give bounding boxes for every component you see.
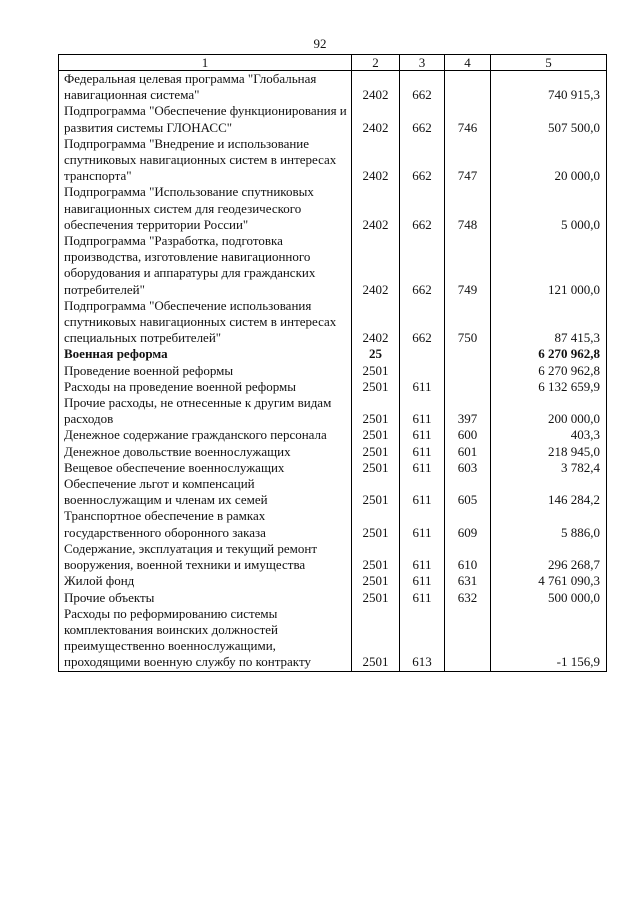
row-expense-code: 747 (445, 136, 491, 185)
row-expense-code: 609 (445, 508, 491, 540)
column-header-3: 3 (400, 55, 445, 71)
row-section-code: 2501 (352, 379, 400, 395)
row-amount: 200 000,0 (491, 395, 607, 427)
row-name: Вещевое обеспечение военнослужащих (59, 460, 352, 476)
row-section-code: 2501 (352, 395, 400, 427)
row-target-code: 662 (400, 184, 445, 233)
row-target-code: 662 (400, 71, 445, 104)
row-expense-code: 748 (445, 184, 491, 233)
row-target-code: 611 (400, 508, 445, 540)
row-target-code (400, 346, 445, 362)
row-section-code: 2402 (352, 233, 400, 298)
row-name: Подпрограмма "Внедрение и использование спутниковых навигационных систем в интересах транспорта" (59, 136, 352, 185)
row-target-code: 662 (400, 136, 445, 185)
row-section-code: 2501 (352, 541, 400, 573)
row-amount: 20 000,0 (491, 136, 607, 185)
row-amount: 740 915,3 (491, 71, 607, 104)
column-header-2: 2 (352, 55, 400, 71)
row-name: Подпрограмма "Обеспечение использования спутниковых навигационных систем в интересах специальных потребителей" (59, 298, 352, 347)
row-name: Денежное довольствие военнослужащих (59, 444, 352, 460)
row-expense-code: 600 (445, 427, 491, 443)
row-expense-code (445, 363, 491, 379)
row-amount: 3 782,4 (491, 460, 607, 476)
row-name: Транспортное обеспечение в рамках государственного оборонного заказа (59, 508, 352, 540)
row-name: Подпрограмма "Обеспечение функционирования и развития системы ГЛОНАСС" (59, 103, 352, 135)
row-name: Обеспечение льгот и компенсаций военнослужащим и членам их семей (59, 476, 352, 508)
table-row (59, 298, 607, 347)
table-row (59, 508, 607, 540)
row-expense-code: 603 (445, 460, 491, 476)
row-section-code: 25 (352, 346, 400, 362)
row-section-code: 2402 (352, 184, 400, 233)
row-name: Федеральная целевая программа "Глобальная навигационная система" (59, 71, 352, 104)
row-target-code: 611 (400, 460, 445, 476)
row-amount: 6 132 659,9 (491, 379, 607, 395)
row-target-code: 611 (400, 590, 445, 606)
column-header-4: 4 (445, 55, 491, 71)
row-expense-code: 631 (445, 573, 491, 589)
row-target-code (400, 363, 445, 379)
row-expense-code: 610 (445, 541, 491, 573)
row-expense-code: 746 (445, 103, 491, 135)
row-target-code: 611 (400, 476, 445, 508)
table-row (59, 476, 607, 508)
row-name: Расходы на проведение военной реформы (59, 379, 352, 395)
row-target-code: 611 (400, 573, 445, 589)
table-row (59, 184, 607, 233)
table-row (59, 136, 607, 185)
table-row (59, 444, 607, 460)
table-row (59, 363, 607, 379)
column-header-1: 1 (59, 55, 352, 71)
row-section-code: 2501 (352, 444, 400, 460)
table-body (59, 71, 607, 672)
row-amount: 87 415,3 (491, 298, 607, 347)
row-section-code: 2501 (352, 590, 400, 606)
row-target-code: 611 (400, 379, 445, 395)
row-amount: 296 268,7 (491, 541, 607, 573)
row-expense-code: 632 (445, 590, 491, 606)
row-name: Жилой фонд (59, 573, 352, 589)
row-target-code: 662 (400, 233, 445, 298)
row-section-code: 2402 (352, 136, 400, 185)
row-name: Подпрограмма "Разработка, подготовка производства, изготовление навигационного оборудования и аппаратуры для гражданских потребителей" (59, 233, 352, 298)
row-name: Расходы по реформированию системы комплектования воинских должностей преимущественно военнослужащими, проходящими военную службу по контракту (59, 606, 352, 671)
row-amount: 218 945,0 (491, 444, 607, 460)
table-row (59, 379, 607, 395)
row-target-code: 662 (400, 298, 445, 347)
row-expense-code (445, 346, 491, 362)
row-expense-code (445, 379, 491, 395)
row-target-code: 611 (400, 444, 445, 460)
row-name: Военная реформа (59, 346, 352, 362)
row-target-code: 611 (400, 395, 445, 427)
page-number: 92 (313, 36, 327, 51)
table-row (59, 346, 607, 362)
row-amount: 5 000,0 (491, 184, 607, 233)
row-section-code: 2501 (352, 476, 400, 508)
table-row (59, 606, 607, 671)
row-expense-code: 605 (445, 476, 491, 508)
table-row (59, 460, 607, 476)
table-row (59, 103, 607, 135)
table-row (59, 590, 607, 606)
row-amount: 121 000,0 (491, 233, 607, 298)
row-amount: 4 761 090,3 (491, 573, 607, 589)
table-row (59, 573, 607, 589)
row-target-code: 613 (400, 606, 445, 671)
row-amount: 146 284,2 (491, 476, 607, 508)
row-expense-code: 749 (445, 233, 491, 298)
row-expense-code: 601 (445, 444, 491, 460)
row-amount: 403,3 (491, 427, 607, 443)
row-expense-code (445, 606, 491, 671)
row-section-code: 2501 (352, 508, 400, 540)
row-amount: 500 000,0 (491, 590, 607, 606)
row-target-code: 611 (400, 541, 445, 573)
table-row (59, 71, 607, 104)
row-section-code: 2501 (352, 427, 400, 443)
row-section-code: 2402 (352, 103, 400, 135)
table-row (59, 541, 607, 573)
row-amount: 6 270 962,8 (491, 346, 607, 362)
table-row (59, 427, 607, 443)
row-amount: 507 500,0 (491, 103, 607, 135)
row-name: Прочие расходы, не отнесенные к другим видам расходов (59, 395, 352, 427)
row-section-code: 2501 (352, 460, 400, 476)
row-amount: -1 156,9 (491, 606, 607, 671)
table-row (59, 395, 607, 427)
row-target-code: 662 (400, 103, 445, 135)
row-amount: 6 270 962,8 (491, 363, 607, 379)
row-section-code: 2501 (352, 573, 400, 589)
row-expense-code: 397 (445, 395, 491, 427)
row-section-code: 2402 (352, 71, 400, 104)
row-amount: 5 886,0 (491, 508, 607, 540)
row-name: Прочие объекты (59, 590, 352, 606)
budget-table (58, 54, 607, 672)
row-name: Содержание, эксплуатация и текущий ремонт вооружения, военной техники и имущества (59, 541, 352, 573)
row-section-code: 2402 (352, 298, 400, 347)
row-section-code: 2501 (352, 363, 400, 379)
table-header-row (59, 55, 607, 71)
column-header-5: 5 (491, 55, 607, 71)
row-name: Подпрограмма "Использование спутниковых навигационных систем для геодезического обеспечения территории России" (59, 184, 352, 233)
row-name: Проведение военной реформы (59, 363, 352, 379)
row-expense-code: 750 (445, 298, 491, 347)
row-expense-code (445, 71, 491, 104)
table-row (59, 233, 607, 298)
row-name: Денежное содержание гражданского персонала (59, 427, 352, 443)
row-section-code: 2501 (352, 606, 400, 671)
row-target-code: 611 (400, 427, 445, 443)
